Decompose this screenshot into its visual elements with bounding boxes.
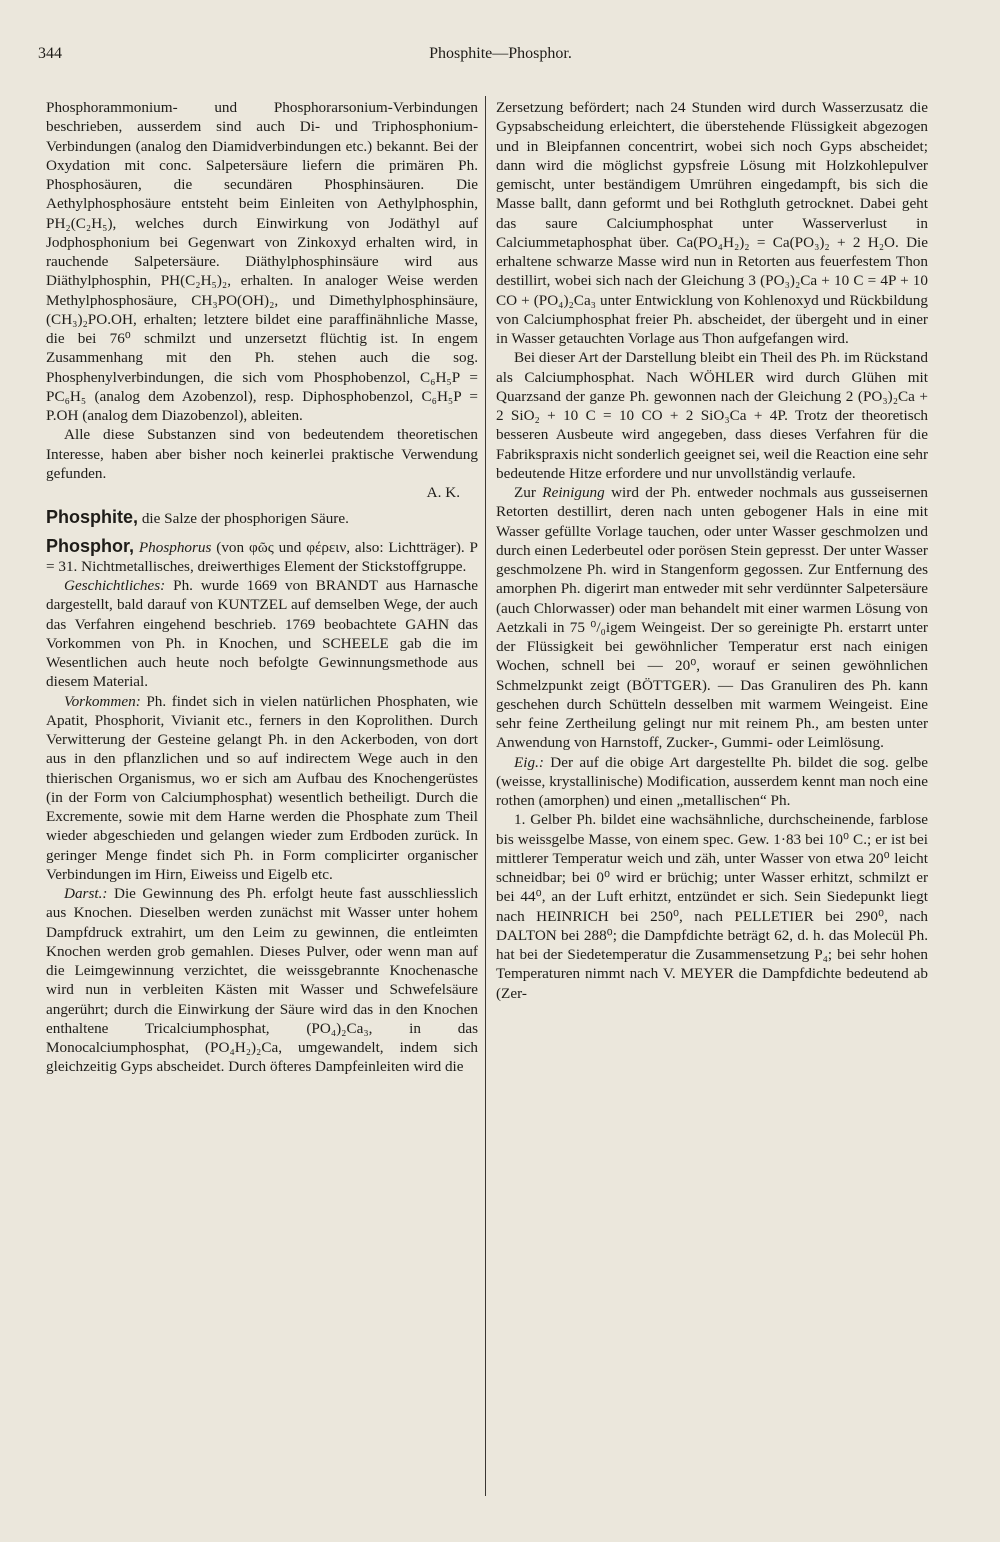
section-text-history: Ph. wurde 1669 von BRANDT aus Harnasche dargestellt, bald darauf von KUNTZEL auf demselben Wege, der auch das Verfahren eingehend beschrieb. 1769 beobachtete GAHN das Vorkommen von Ph. in Knochen, und SCHEELE gab die im Wesentlichen auch heute noch befolgte Gewinnungsmethode aus diesem Material. xyxy=(46,577,478,691)
latin-name: Phosphorus xyxy=(138,538,212,556)
section-label-history: Geschichtliches: xyxy=(64,577,166,594)
section-label-occurrence: Vorkommen: xyxy=(64,692,141,710)
column-divider xyxy=(485,96,486,1496)
section-purification xyxy=(496,483,928,753)
paragraph-phosphonium: Phosphorammonium- und Phosphorarsonium-Verbindungen beschrieben, ausserdem sind auch Di- und Triphosphonium-Verbindungen (analog den Diamidverbindungen etc.) bekannt. Bei der Oxydation mit conc. Salpetersäure liefern die primären Ph. Phosphosäuren, die secundären Phosphinsäuren. Die Aethylphosphosäure entsteht beim Einleiten von Aethylphosphin, PH₂(C₂H₅), welches durch Einwirkung von Jodäthyl auf Jodphosphonium bei Gegenwart von Zinkoxyd erhalten wird, in rauchende Salpetersäure. Diäthylphosphinsäure wird aus Diäthylphosphin, PH(C₂H₅)₂, erhalten. In analoger Weise werden Methylphosphosäure, CH₃PO(OH)₂, und Dimethylphosphinsäure, (CH₃)₂PO.OH, erhalten; letztere bildet eine paraffinähnliche Masse, die bei 76⁰ schmilzt und unzersetzt flüchtig ist. In engem Zusammenhang mit den Ph. stehen auch die sog. Phosphenylverbindungen, die sich vom Phosphobenzol, C₆H₅P = PC₆H₅ (analog dem Azobenzol), resp. Diphosphobenzol, C₆H₅P = P.OH (analog dem Diazobenzol), ableiten. xyxy=(46,99,478,424)
paragraph-preparation-cont: Zersetzung befördert; nach 24 Stunden wird durch Wasserzusatz die Gypsabscheidung erleichtert, die überstehende Flüssigkeit abgezogen und in Bleipfannen concentrirt, wobei sich noch Gyps abscheidet; dann wird die möglichst gypsfreie Lösung mit Holzkohlepulver gemischt, unter beständigem Umrühren eingedampft, bis sich die Masse ballt, dann geformt und bei Rothgluth getrocknet. Dabei geht das saure Calciumphosphat unter Wasserverlust in Calciummetaphosphat über. Ca(PO₄H₂)₂ = Ca(PO₃)₂ + 2 H₂O. Die erhaltene schwarze Masse wird nun in Retorten aus feuerfestem Thon destillirt, wobei sich nach der Gleichung 3 (PO₃)₂Ca + 10 C = 4P + 10 CO + (PO₄)₂Ca₃ unter Entwicklung von Kohlenoxyd und Rückbildung von Calciumphosphat freier Ph. abscheidet, der übergeht und in einer in Wasser getauchten Vorlage aus Thon aufgefangen wird. xyxy=(496,99,928,347)
right-column xyxy=(496,98,928,1003)
section-preparation xyxy=(46,884,478,1077)
section-text-preparation: Die Gewinnung des Ph. erfolgt heute fast ausschliesslich aus Knochen. Dieselben werden zunächst mit Wasser unter hohem Dampfdruck extrahirt, um den Leim zu gewinnen, die entleimten Knochen werden grob gemahlen. Dieses Pulver, oder wenn man auf die Leimgewinnung verzichtet, die weissgebrannte Knochenasche wird nun in verbleiten Kästen mit Wasser und Schwefelsäure angerührt; durch die Einwirkung der Säure wird das in den Knochen enthaltene Tricalciumphosphat, (PO₄)₂Ca₃, in das Monocalciumphosphat, (PO₄H₂)₂Ca, umgewandelt, indem sich gleichzeitig Gyps abscheidet. Durch öfteres Dampfeinleiten wird die xyxy=(46,885,478,1076)
author-signature: A. K. xyxy=(426,484,460,501)
section-text-occurrence: Ph. findet sich in vielen natürlichen Phosphaten, wie Apatit, Phosphorit, Vivianit etc., ferners in den Koprolithen. Durch Verwitterung der Gesteine gelangt Ph. in den Ackerboden, von dort aus in den pflanzlichen und so auf indirectem Wege auch in den thierischen Organismus, wo er sich am Aufbau des Knochengerüstes (in der Form von Calciumphosphat) wesentlich betheiligt. Durch die Excremente, sowie mit dem Harne werden die Phosphate zum Theil wieder abgeschieden und gelangen wieder zum Erdboden zurück. In geringer Menge findet sich Ph. in Form complicirter organischer Verbindungen im Hirn, Eiweiss und Eigelb etc. xyxy=(46,692,479,883)
left-column xyxy=(46,98,478,1077)
section-occurrence xyxy=(46,692,478,885)
page-number: 344 xyxy=(38,45,62,62)
section-history xyxy=(46,576,478,692)
section-properties xyxy=(496,753,928,811)
entry-heading-phosphor: Phosphor, xyxy=(46,535,135,556)
section-yellow-phosphorus: 1. Gelber Ph. bildet eine wachsähnliche, durchscheinende, farblose bis weissgelbe Masse, von einem spec. Gew. 1·83 bei 10⁰ C.; er ist bei mittlerer Temperatur weich und zäh, unter Wasser von etwa 20⁰ leicht schneidbar; bei 0⁰ wird er brüchig; unter Wasser erhitzt, schmilzt er bei 44⁰, an der Luft erhitzt, entzündet er sich. Sein Siedepunkt liegt nach HEINRICH bei 250⁰, nach PELLETIER bei 290⁰, nach DALTON bei 288⁰; die Dampfdichte beträgt 62, d. h. das Molecül Ph. hat bei der Siedetemperatur die Zusammensetzung P₄; bei sehr hohen Temperaturen nimmt nach V. MEYER die Dampfdichte bedeutend ab (Zer- xyxy=(496,811,928,1002)
section-label-purification: Reinigung xyxy=(542,484,605,501)
entry-text-phosphite: die Salze der phosphorigen Säure. xyxy=(141,510,349,528)
entry-text-phosphor: (von φῶς und φέρειν, also: Lichtträger). P = 31. Nichtmetallisches, dreiwerthiges Element der Stickstoffgruppe. xyxy=(46,538,479,575)
entry-phosphor xyxy=(46,537,478,577)
paragraph-summary: Alle diese Substanzen sind von bedeutendem theoretischen Interesse, haben aber bisher noch keinerlei praktische Verwendung gefunden. xyxy=(46,426,478,482)
section-label-preparation: Darst.: xyxy=(64,885,108,902)
section-text-purification: wird der Ph. entweder nochmals aus gusseisernen Retorten destillirt, deren nach unten gebogener Hals in eine mit Wasser gefüllte Vorlage tauchen, oder unter Wasser geschmolzen und durch einen Lederbeutel oder porösen Stein gepresst. Der unter Wasser geschmolzene Ph. wird in Stangenform gegossen. Zur Entfernung des amorphen Ph. digerirt man entweder mit sehr verdünnter Salpetersäure (auch Chlorwasser) oder man behandelt mit einer warmen Lösung von Aetzkali in 75 ⁰/₀igem Weingeist. Der so gereinigte Ph. erstarrt unter der Flüssigkeit bei gewöhnlicher Temperatur erst nach einigen Wochen, schnell bei — 20⁰, worauf er seinen gewöhnlichen Schmelzpunkt zeigt (BÖTTGER). — Das Granuliren des Ph. kann geschehen durch Schütteln desselben mit warmem Weingeist. Eine sehr feine Zertheilung gelingt nur mit reinem Ph., am besten unter Anwendung von Harnstoff, Zucker-, Gummi- oder Leimlösung. xyxy=(496,484,929,752)
entry-heading-phosphite: Phosphite, xyxy=(46,507,139,528)
purification-prefix: Zur xyxy=(514,484,536,501)
page-header xyxy=(38,45,963,71)
section-label-properties: Eig.: xyxy=(514,753,544,771)
entry-phosphite xyxy=(46,508,478,528)
running-title: Phosphite—Phosphor. xyxy=(429,45,572,62)
section-text-properties: Der auf die obige Art dargestellte Ph. bildet die sog. gelbe (weisse, krystallinische) Modification, ausserdem kennt man noch eine rothen (amorphen) und einen „metallischen“ Ph. xyxy=(496,753,928,809)
paragraph-woehler: Bei dieser Art der Darstellung bleibt ein Theil des Ph. im Rückstand als Calciumphosphat. Nach WÖHLER wird durch Glühen mit Quarzsand der ganze Ph. gewonnen nach der Gleichung 2 (PO₃)₂Ca + 2 SiO₂ + 10 C = 10 CO + 2 SiO₃Ca + 4P. Trotz der theoretisch besseren Ausbeute wird angegeben, dass dieses Verfahren für die Fabrikspraxis nicht sonderlich geeignet sei, weil die Reaction eine sehr bedeutende Hitze erfordere und nur unvollständig verlaufe. xyxy=(496,349,928,482)
